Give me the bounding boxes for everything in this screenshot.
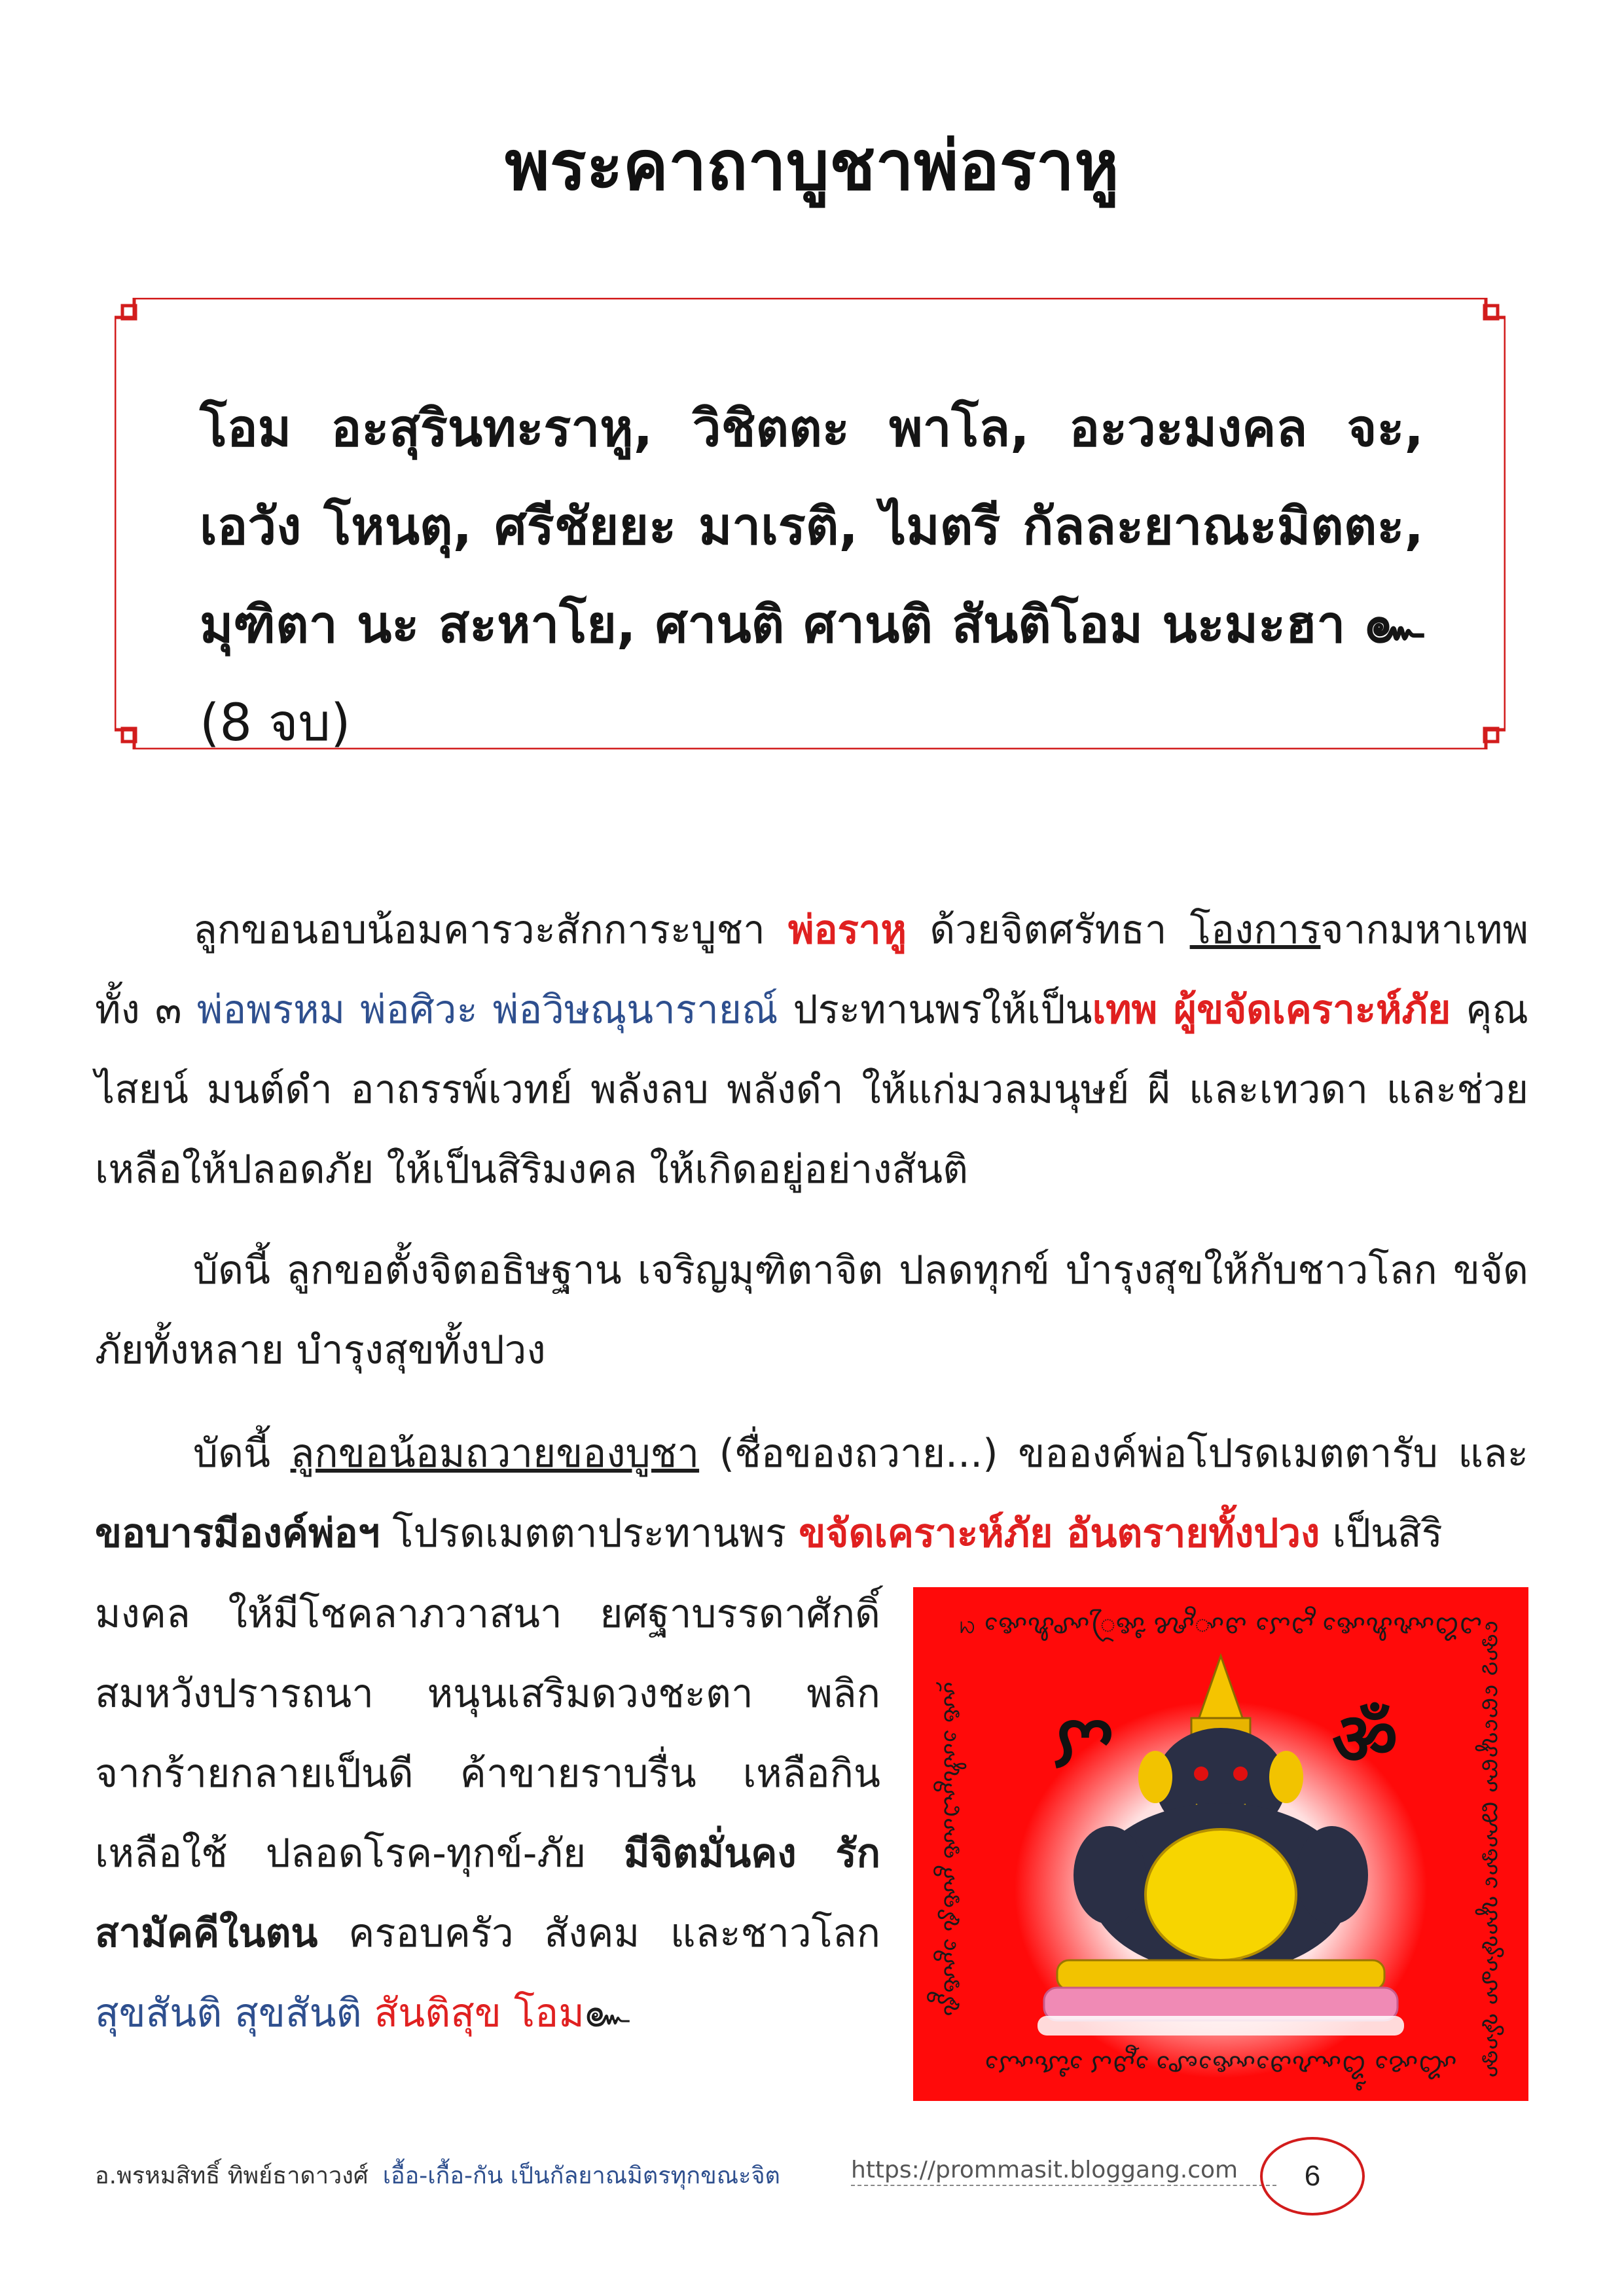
underlined-term: โองการ <box>1189 907 1321 953</box>
highlight-deity-role: เทพ ผู้ขจัดเคราะห์ภัย <box>1092 987 1451 1033</box>
syllable-left: ꨆ <box>1052 1697 1115 1781</box>
footer-author: อ.พรหมสิทธิ์ ทิพย์ธาดาวงศ์ <box>95 2162 369 2189</box>
footer-url-link[interactable]: https://prommasit.bloggang.com <box>851 2157 1276 2186</box>
underlined-offering: ลูกขอน้อมถวายของบูชา <box>290 1431 700 1477</box>
rahu-statue-icon <box>913 1587 1528 2101</box>
yantra-script-left: ꨃꨪꨀꨳꨪ ꨯꨃꨀꨳꨪ ꨀꨳꨤꨳꨪꨥꨳ ꨯꨀꨳꨮ <box>936 1681 965 2017</box>
rahu-yantra-image <box>913 1587 1528 2101</box>
highlight-gods: พ่อพรหม พ่อศิวะ พ่อวิษณุนารายณ์ <box>196 987 778 1033</box>
footer-tagline: เอื้อ-เกื้อ-กัน เป็นกัลยาณมิตรทุกขณะจิต <box>382 2162 780 2189</box>
paragraph-3-continued: มงคล ให้มีโชคลาภวาสนา ยศฐาบรรดาศักดิ์ สมหวังปรารถนา หนุนเสริมดวงชะตา พลิก จากร้ายกลายเป็นดี ค้าขายราบรื่น เหลือกิน เหลือใช้ ปลอดโรค-ทุกข์-ภัย มีจิตมั่นคง รัก สามัคคีในตน ครอบครัว สังคม และชาวโลก สุขสันติ สุขสันติ สันติสุข โอม๛ <box>95 1591 880 2036</box>
bold-blessing: ขอบารมีองค์พ่อฯ <box>95 1511 380 1556</box>
mantra-body: โอม อะสุรินทะราหู, วิชิตตะ พาโล, อะวะมงคล จะ, เอวัง โหนตุ, ศรีชัยยะ มาเรติ, ไมตรี กัลละยาณะมิตตะ, มุฑิตา นะ สะหาโย, ศานติ ศานติ สันติโอม นะมะฮา ๛ <box>200 399 1424 655</box>
highlight-remove-danger: ขจัดเคราะห์ภัย อันตรายทั้งปวง <box>799 1511 1320 1556</box>
mantra-repeat-count: (8 จบ) <box>200 694 351 753</box>
page-title: พระคาถาบูชาพ่อราหู <box>505 126 1119 206</box>
paragraph-3: บัดนี้ ลูกขอน้อมถวายของบูชา (ชื่อของถวาย...) ขอองค์พ่อโปรดเมตตารับ และขอบารมีองค์พ่อฯ โปรดเมตตาประทานพร ขจัดเคราะห์ภัย อันตรายทั้งปวง เป็นสิริ <box>95 1431 1529 1556</box>
om-symbol: ॐ <box>1331 1697 1398 1781</box>
yantra-script-bottom: ꨆꨳꨯꨎꨵ ꨯꨆꨓꨬ ꨯꨨꨯꨀꨳꨯꨓꨯꨉꨳꨁꨵ ꨂꨳꨯꨁꨳ <box>984 2048 1457 2078</box>
highlight-rahu: พ่อราหู <box>788 907 907 953</box>
paragraph-1: ลูกขอนอบน้อมคารวะสักการะบูชา พ่อราหู ด้วยจิตศรัทธา โองการจากมหาเทพทั้ง ๓ พ่อพรหม พ่อศิวะ พ่อวิษณุนารายณ์ ประทานพรให้เป็นเทพ ผู้ขจัดเคราะห์ภัย คุณไสยน์ มนต์ดำ อาถรรพ์เวทย์ พลังลบ พลังดำ ให้แก่มวลมนุษย์ ผี และเทวดา และช่วยเหลือให้ปลอดภัย ให้เป็นสิริมงคล ให้เกิดอยู่อย่างสันติ <box>95 907 1528 1193</box>
mantra-text <box>200 380 1424 772</box>
yantra-script-top: ꩢ ꨀꨯꨥꨣꨳꨴꨀꨵ ꨍꨪꨳꨓ ꨆꨯꨤꨪ ꨀꨯꨥꨟꨳꨁꨤ <box>959 1609 1483 1640</box>
paragraph-2: บัดนี้ ลูกขอตั้งจิตอธิษฐาน เจริญมุฑิตาจิต ปลดทุกข์ บำรุงสุขให้กับชาวโลก ขจัดภัยทั้งหลาย บำรุงสุขทั้งปวง <box>95 1247 1528 1373</box>
page-number: 6 <box>1260 2137 1365 2215</box>
yantra-script-right: ꨀꨯꨂ ꨓꨯꨥꨯꨓꨳ ꨐꨳꨀ ꨯꨥꨳꨃꨳꨣꨳ ꨃꨳꨀ <box>1477 1620 1506 2078</box>
